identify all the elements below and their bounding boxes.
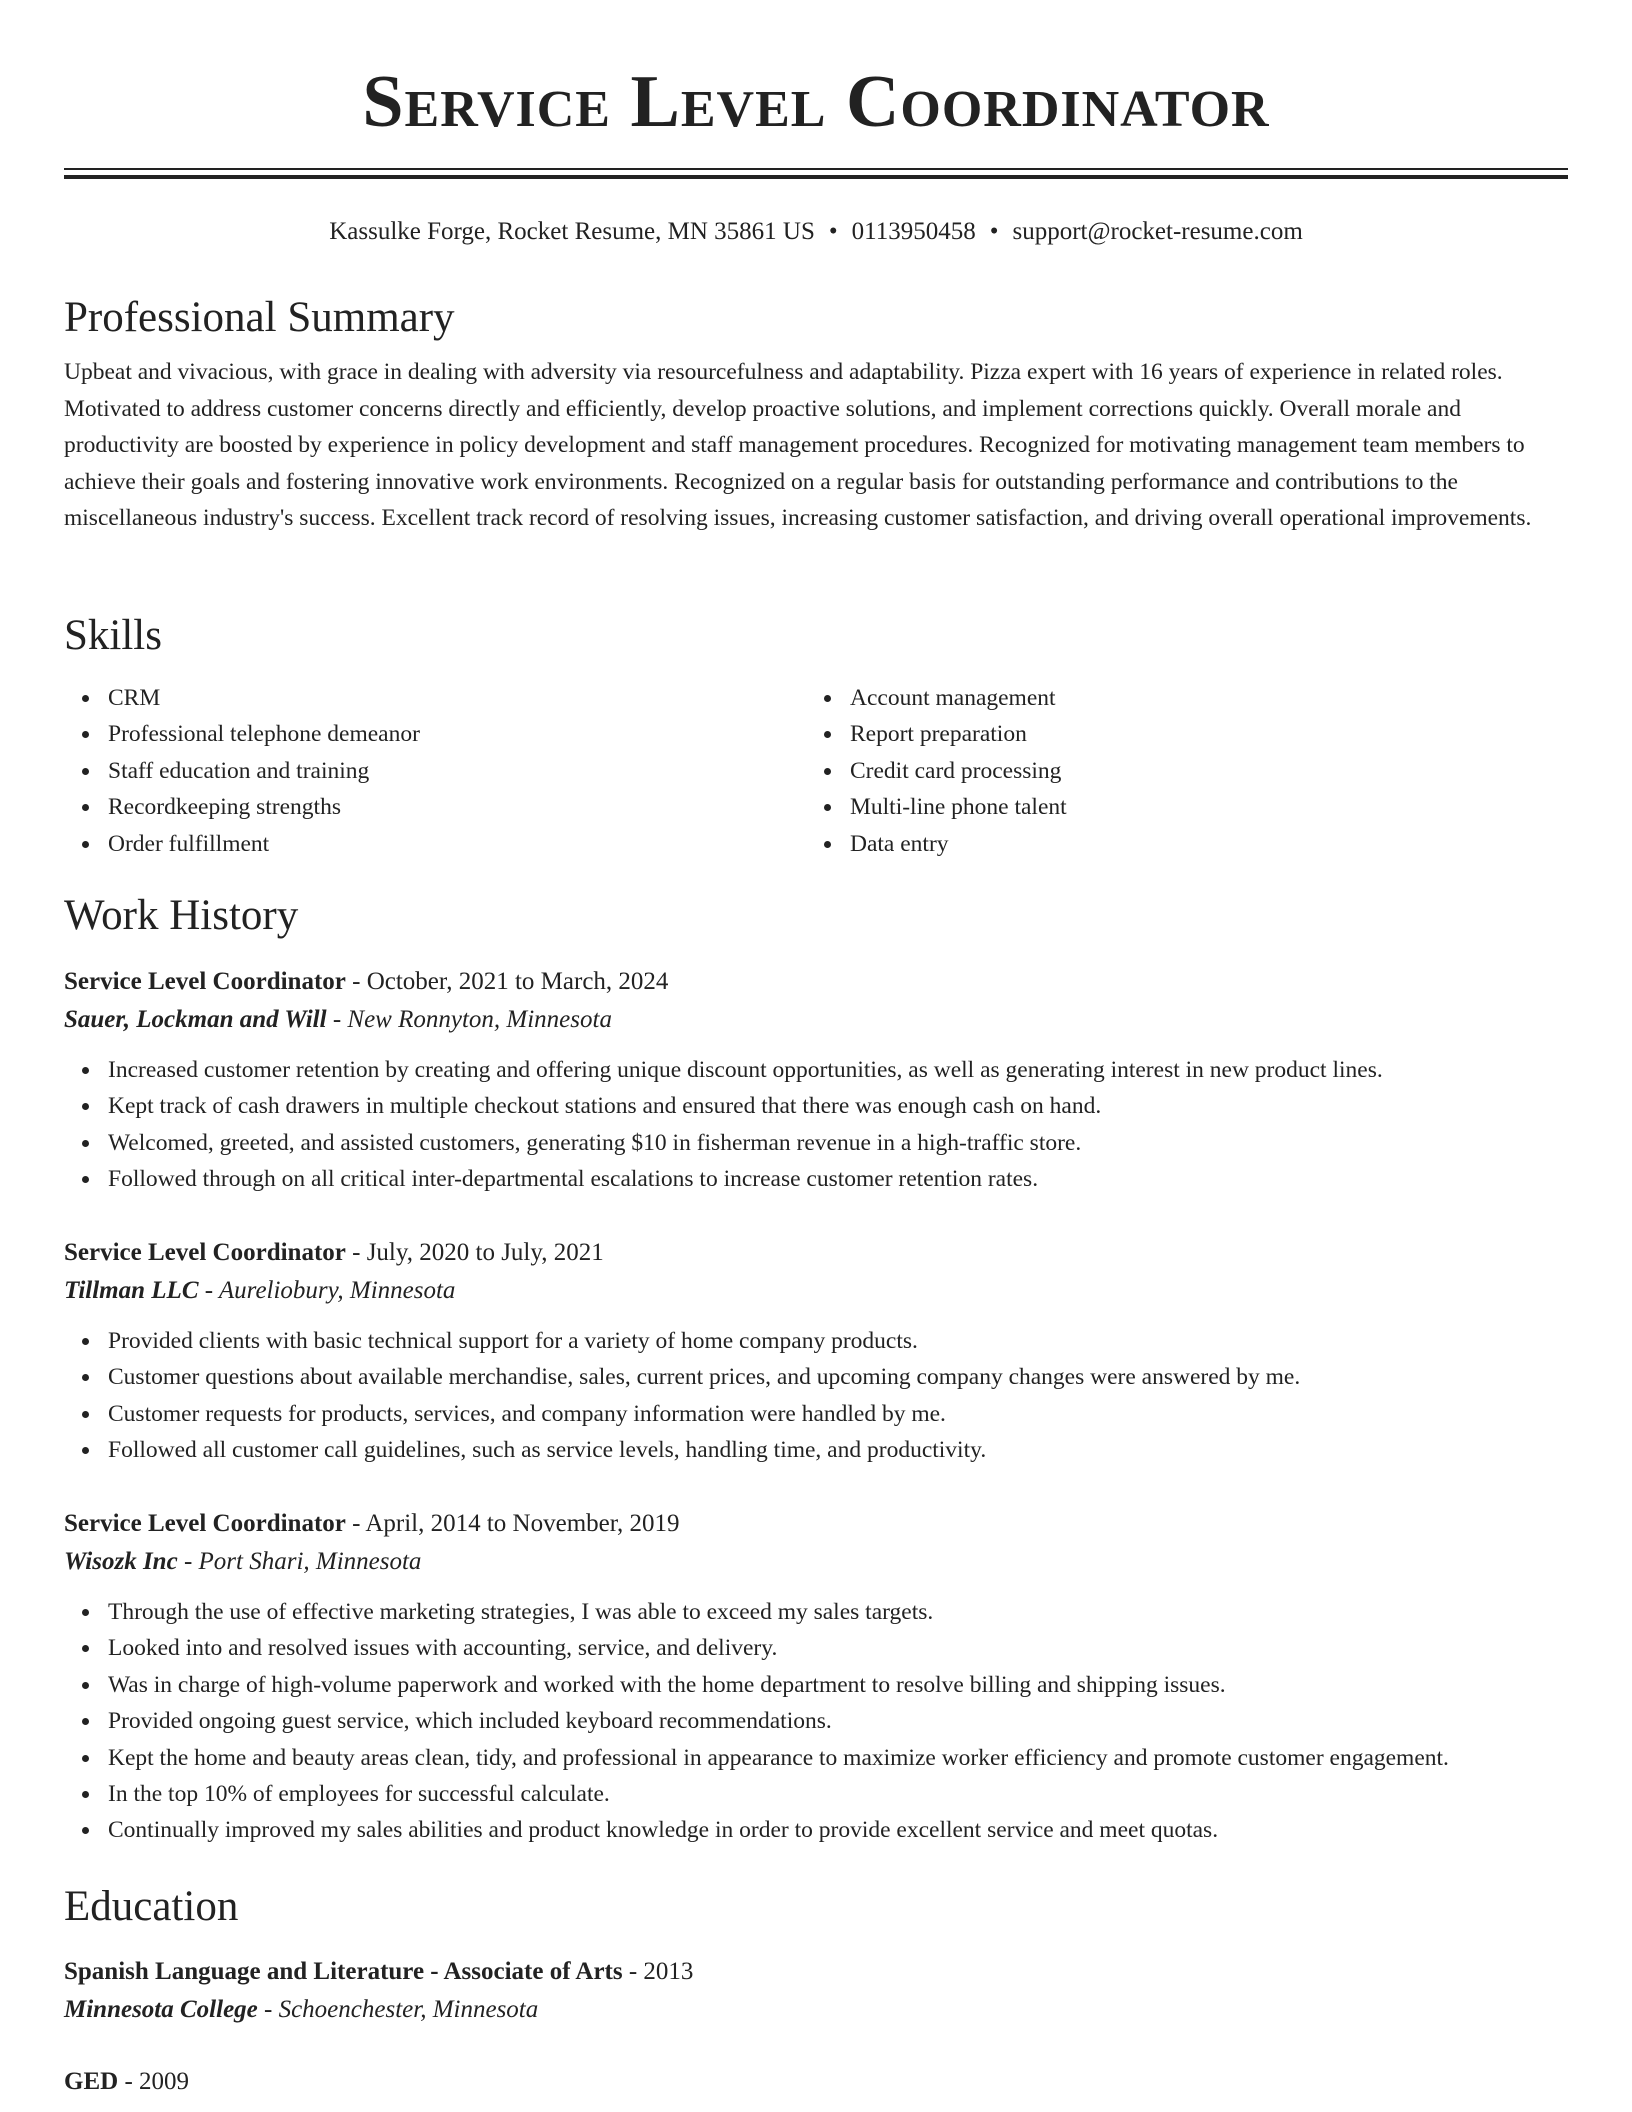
- job-duty: Through the use of effective marketing strategies, I was able to exceed my sales targets.: [108, 1594, 1568, 1630]
- summary-heading: Professional Summary: [64, 294, 455, 341]
- job-duties: [64, 1323, 1568, 1469]
- skill-item: Order fulfillment: [108, 826, 804, 862]
- summary-text: Upbeat and vivacious, with grace in dealing with adversity via resourcefulness and adaptability. Pizza expert with 16 years of experience in related roles. Motivated to address customer concerns directly and efficiently, develop proactive solutions, and implement corrections quickly. Overall morale and productivity are boosted by experience in policy development and staff management procedures. Recognized for motivating management team members to achieve their goals and fostering innovative work environments. Recognized on a regular basis for outstanding performance and contributions to the miscellaneous industry's success. Excellent track record of resolving issues, increasing customer satisfaction, and driving overall operational improvements.: [64, 359, 1532, 532]
- skill-item: Credit card processing: [850, 753, 1546, 789]
- job-dates: - October, 2021 to March, 2024: [345, 968, 669, 995]
- title-rule-thick: [64, 175, 1568, 179]
- job-duty: Customer requests for products, services, and company information were handled by me.: [108, 1396, 1568, 1432]
- education-degree: Spanish Language and Literature - Associate of Arts: [64, 1958, 623, 1985]
- education-location: - Schoenchester, Minnesota: [257, 1996, 539, 2023]
- contact-separator: •: [828, 218, 838, 245]
- job-duty: Looked into and resolved issues with accounting, service, and delivery.: [108, 1630, 1568, 1666]
- job-duty: Followed all customer call guidelines, such as service levels, handling time, and productivity.: [108, 1432, 1568, 1468]
- skills-columns: [64, 680, 1568, 870]
- education-school: Minnesota College: [64, 1996, 258, 2023]
- job-duty: Kept the home and beauty areas clean, tidy, and professional in appearance to maximize worker efficiency and promote customer engagement.: [108, 1740, 1568, 1776]
- job-company: Tillman LLC: [64, 1277, 199, 1304]
- contact-phone: 0113950458: [851, 218, 976, 245]
- education-entry: [64, 2063, 1568, 2101]
- contact-line: [64, 212, 1568, 252]
- education-degree: GED: [64, 2068, 119, 2095]
- resume-page: [64, 0, 1568, 2095]
- contact-address: Kassulke Forge, Rocket Resume, MN 35861 US: [329, 218, 815, 245]
- job-duties: [64, 1594, 1568, 1849]
- job-title-line: [64, 1505, 1568, 1543]
- job-duty: Was in charge of high-volume paperwork and worked with the home department to resolve billing and shipping issues.: [108, 1667, 1568, 1703]
- work-heading: Work History: [64, 892, 299, 939]
- job-duty: Continually improved my sales abilities and product knowledge in order to provide excellent service and meet quotas.: [108, 1812, 1568, 1848]
- job-location: - New Ronnyton, Minnesota: [326, 1006, 612, 1033]
- skill-item: Professional telephone demeanor: [108, 716, 804, 752]
- skill-item: Account management: [850, 680, 1546, 716]
- contact-email: support@rocket-resume.com: [1012, 218, 1303, 245]
- job-duty: Kept track of cash drawers in multiple checkout stations and ensured that there was enough cash on hand.: [108, 1088, 1568, 1124]
- job-company-line: [64, 1001, 1568, 1039]
- skills-list-left: [64, 680, 804, 862]
- work-section: [64, 888, 1568, 944]
- job-dates: - July, 2020 to July, 2021: [345, 1239, 604, 1266]
- job-duty: Provided ongoing guest service, which included keyboard recommendations.: [108, 1703, 1568, 1739]
- resume-title: Service Level Coordinator: [362, 61, 1270, 143]
- skills-heading: Skills: [64, 612, 162, 659]
- skill-item: Multi-line phone talent: [850, 789, 1546, 825]
- job-title: Service Level Coordinator: [64, 968, 346, 995]
- skills-list-right: [806, 680, 1546, 862]
- job-entry: [64, 1234, 1568, 1469]
- skills-column-right: [806, 680, 1546, 862]
- skill-item: Report preparation: [850, 716, 1546, 752]
- job-duty: Followed through on all critical inter-departmental escalations to increase customer retention rates.: [108, 1161, 1568, 1197]
- job-title-line: [64, 963, 1568, 1001]
- job-title-line: [64, 1234, 1568, 1272]
- skill-item: Recordkeeping strengths: [108, 789, 804, 825]
- education-entry: [64, 1953, 1568, 2029]
- job-dates: - April, 2014 to November, 2019: [345, 1510, 680, 1537]
- title-rule-thin: [64, 168, 1568, 170]
- job-duty: In the top 10% of employees for successful calculate.: [108, 1776, 1568, 1812]
- job-company: Sauer, Lockman and Will: [64, 1006, 327, 1033]
- job-company-line: [64, 1543, 1568, 1581]
- education-section: [64, 1879, 1568, 1935]
- job-duty: Provided clients with basic technical support for a variety of home company products.: [108, 1323, 1568, 1359]
- summary-section: [64, 290, 1568, 537]
- skill-item: Data entry: [850, 826, 1546, 862]
- job-duties: [64, 1052, 1568, 1198]
- job-title: Service Level Coordinator: [64, 1239, 346, 1266]
- job-duty: Welcomed, greeted, and assisted customers, generating $10 in fisherman revenue in a high-traffic store.: [108, 1125, 1568, 1161]
- job-company-line: [64, 1272, 1568, 1310]
- education-degree-line: [64, 2063, 1568, 2101]
- skills-column-left: [64, 680, 804, 862]
- education-heading: Education: [64, 1883, 239, 1930]
- job-location: - Port Shari, Minnesota: [177, 1548, 422, 1575]
- job-location: - Aureliobury, Minnesota: [198, 1277, 456, 1304]
- education-school-line: [64, 1991, 1568, 2029]
- job-entry: [64, 1505, 1568, 1849]
- education-year: - 2009: [118, 2068, 190, 2095]
- skills-section: [64, 608, 1568, 870]
- contact-separator: •: [989, 218, 999, 245]
- job-entry: [64, 963, 1568, 1198]
- education-year: - 2013: [622, 1958, 694, 1985]
- job-duty: Customer questions about available merchandise, sales, current prices, and upcoming company changes were answered by me.: [108, 1359, 1568, 1395]
- job-duty: Increased customer retention by creating and offering unique discount opportunities, as well as generating interest in new product lines.: [108, 1052, 1568, 1088]
- job-title: Service Level Coordinator: [64, 1510, 346, 1537]
- skill-item: CRM: [108, 680, 804, 716]
- education-degree-line: [64, 1953, 1568, 1991]
- job-company: Wisozk Inc: [64, 1548, 178, 1575]
- skill-item: Staff education and training: [108, 753, 804, 789]
